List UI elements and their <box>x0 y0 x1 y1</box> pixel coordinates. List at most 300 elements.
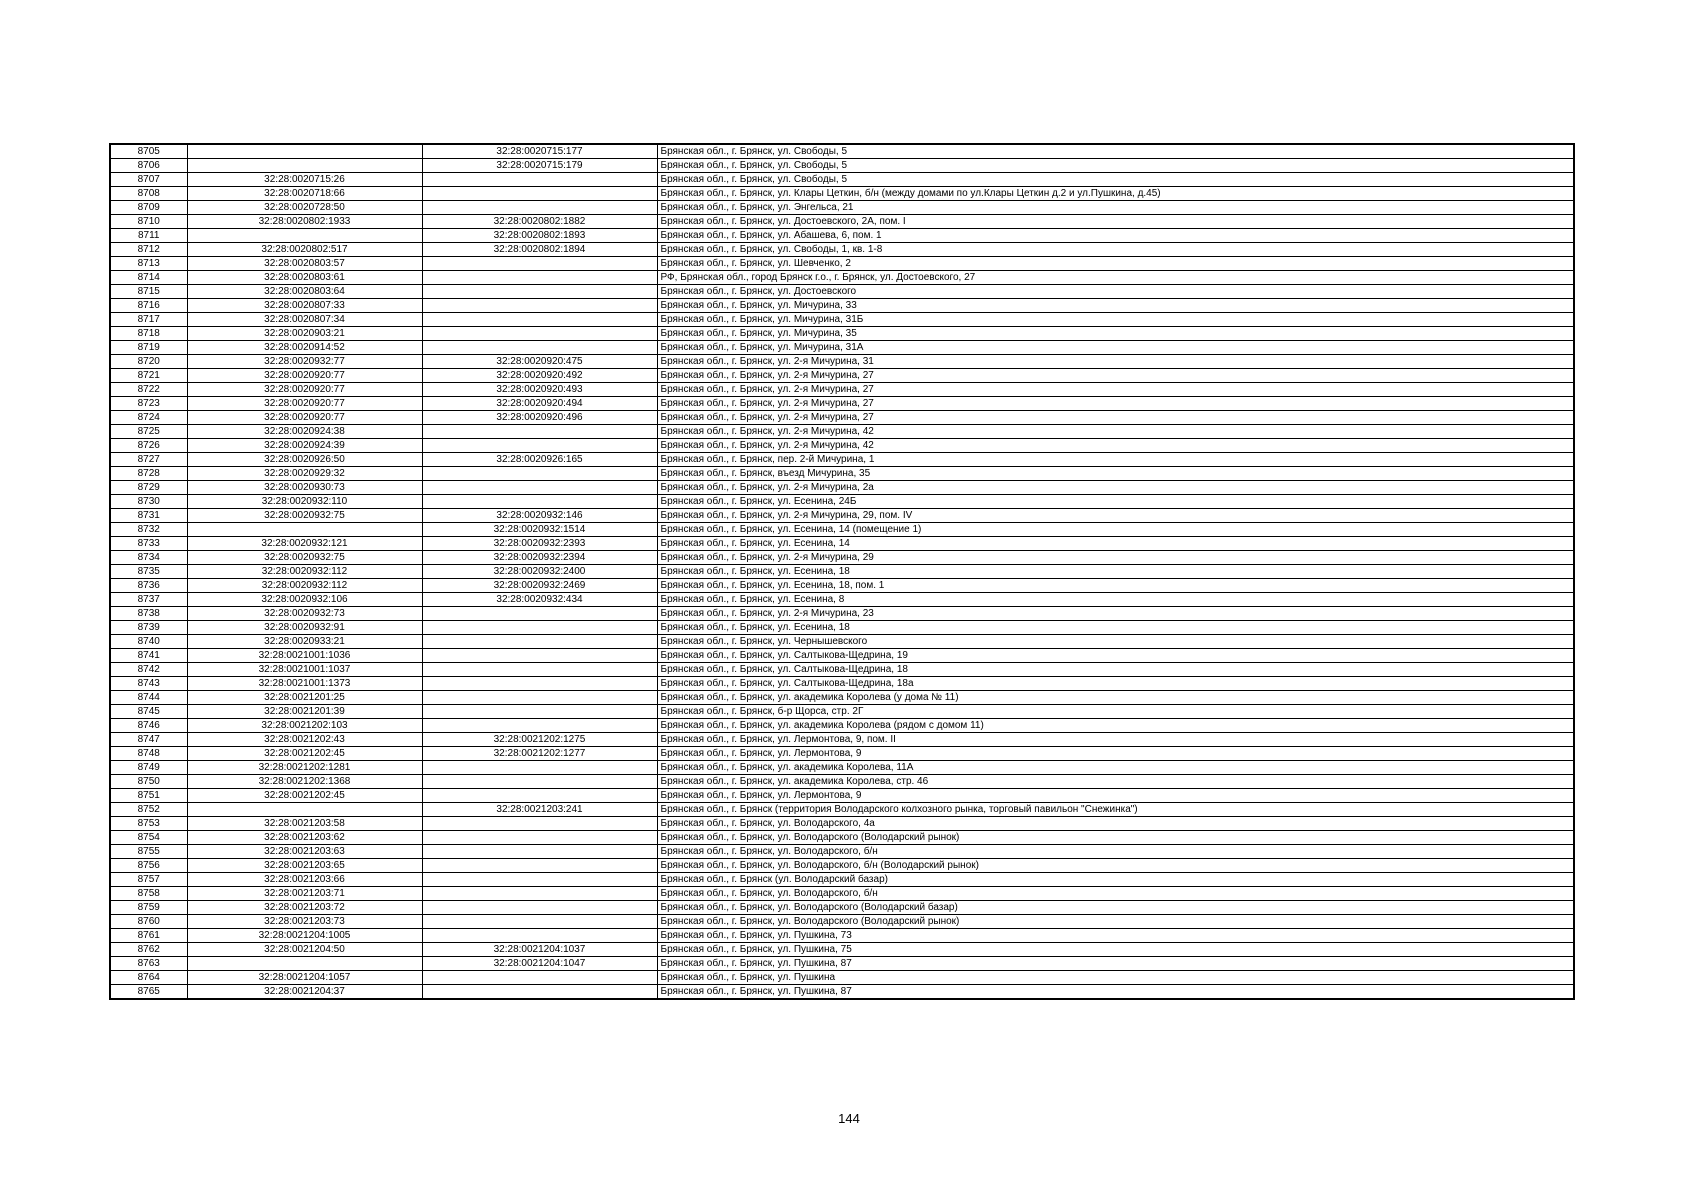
row-number-cell: 8744 <box>110 691 187 705</box>
cadastral-object-cell <box>422 495 657 509</box>
row-number-cell: 8726 <box>110 439 187 453</box>
table-row <box>110 313 1574 327</box>
address-cell: Брянская обл., г. Брянск, ул. Мичурина, 35 <box>657 327 1574 341</box>
row-number-cell: 8757 <box>110 873 187 887</box>
cadastral-land-cell: 32:28:0020728:50 <box>187 201 422 215</box>
address-cell: Брянская обл., г. Брянск, ул. Энгельса, 21 <box>657 201 1574 215</box>
row-number-cell: 8743 <box>110 677 187 691</box>
row-number-cell: 8714 <box>110 271 187 285</box>
row-number-cell: 8732 <box>110 523 187 537</box>
address-cell: Брянская обл., г. Брянск, ул. Лермонтова, 9, пом. II <box>657 733 1574 747</box>
address-cell: Брянская обл., г. Брянск, ул. 2-я Мичурина, 29 <box>657 551 1574 565</box>
cadastral-land-cell: 32:28:0020803:61 <box>187 271 422 285</box>
cadastral-land-cell: 32:28:0021001:1036 <box>187 649 422 663</box>
table-row <box>110 677 1574 691</box>
cadastral-object-cell: 32:28:0021204:1047 <box>422 957 657 971</box>
cadastral-land-cell: 32:28:0021001:1373 <box>187 677 422 691</box>
address-cell: Брянская обл., г. Брянск, ул. Есенина, 18 <box>657 565 1574 579</box>
row-number-cell: 8764 <box>110 971 187 985</box>
cadastral-land-cell: 32:28:0020932:75 <box>187 509 422 523</box>
address-cell: Брянская обл., г. Брянск, ул. академика Королева, 11А <box>657 761 1574 775</box>
row-number-cell: 8755 <box>110 845 187 859</box>
cadastral-land-cell <box>187 523 422 537</box>
address-cell: Брянская обл., г. Брянск, ул. 2-я Мичурина, 31 <box>657 355 1574 369</box>
table-row <box>110 761 1574 775</box>
cadastral-land-cell <box>187 957 422 971</box>
address-cell: Брянская обл., г. Брянск, ул. Лермонтова, 9 <box>657 747 1574 761</box>
cadastral-object-cell <box>422 313 657 327</box>
address-cell: Брянская обл., г. Брянск, ул. Салтыкова-Щедрина, 19 <box>657 649 1574 663</box>
row-number-cell: 8763 <box>110 957 187 971</box>
row-number-cell: 8756 <box>110 859 187 873</box>
cadastral-land-cell: 32:28:0020924:39 <box>187 439 422 453</box>
row-number-cell: 8751 <box>110 789 187 803</box>
address-cell: Брянская обл., г. Брянск, ул. Пушкина, 75 <box>657 943 1574 957</box>
cadastral-object-cell: 32:28:0020926:165 <box>422 453 657 467</box>
table-row <box>110 481 1574 495</box>
cadastral-object-cell <box>422 985 657 1000</box>
address-cell: Брянская обл., г. Брянск, ул. 2-я Мичурина, 27 <box>657 369 1574 383</box>
cadastral-land-cell: 32:28:0021001:1037 <box>187 663 422 677</box>
table-row <box>110 509 1574 523</box>
cadastral-object-cell <box>422 691 657 705</box>
row-number-cell: 8720 <box>110 355 187 369</box>
table-row <box>110 551 1574 565</box>
cadastral-land-cell: 32:28:0020715:26 <box>187 173 422 187</box>
address-cell: Брянская обл., г. Брянск, пер. 2-й Мичурина, 1 <box>657 453 1574 467</box>
cadastral-land-cell: 32:28:0021203:62 <box>187 831 422 845</box>
cadastral-land-cell: 32:28:0020932:73 <box>187 607 422 621</box>
table-row <box>110 397 1574 411</box>
address-cell: Брянская обл., г. Брянск, ул. Есенина, 14 <box>657 537 1574 551</box>
address-cell: Брянская обл., г. Брянск, въезд Мичурина, 35 <box>657 467 1574 481</box>
address-cell: РФ, Брянская обл., город Брянск г.о., г. Брянск, ул. Достоевского, 27 <box>657 271 1574 285</box>
cadastral-land-cell: 32:28:0020932:75 <box>187 551 422 565</box>
cadastral-object-cell: 32:28:0020802:1894 <box>422 243 657 257</box>
cadastral-object-cell <box>422 929 657 943</box>
address-cell: Брянская обл., г. Брянск, ул. Клары Цеткин, б/н (между домами по ул.Клары Цеткин д.2 и ул.Пушкина, д.45) <box>657 187 1574 201</box>
table-row <box>110 621 1574 635</box>
address-cell: Брянская обл., г. Брянск, ул. Володарского, 4а <box>657 817 1574 831</box>
cadastral-land-cell: 32:28:0021204:50 <box>187 943 422 957</box>
register-table <box>109 143 1575 1000</box>
address-cell: Брянская обл., г. Брянск, ул. Володарского (Володарский рынок) <box>657 915 1574 929</box>
row-number-cell: 8733 <box>110 537 187 551</box>
cadastral-object-cell <box>422 425 657 439</box>
table-row <box>110 929 1574 943</box>
cadastral-land-cell: 32:28:0021203:65 <box>187 859 422 873</box>
table-row <box>110 425 1574 439</box>
address-cell: Брянская обл., г. Брянск, ул. Свободы, 5 <box>657 173 1574 187</box>
cadastral-land-cell: 32:28:0020920:77 <box>187 397 422 411</box>
cadastral-object-cell <box>422 719 657 733</box>
table-row <box>110 607 1574 621</box>
cadastral-land-cell: 32:28:0020932:110 <box>187 495 422 509</box>
cadastral-land-cell: 32:28:0020803:57 <box>187 257 422 271</box>
cadastral-object-cell <box>422 187 657 201</box>
cadastral-object-cell <box>422 761 657 775</box>
address-cell: Брянская обл., г. Брянск, б-р Щорса, стр. 2Г <box>657 705 1574 719</box>
cadastral-land-cell: 32:28:0021202:103 <box>187 719 422 733</box>
address-cell: Брянская обл., г. Брянск, ул. Мичурина, 31А <box>657 341 1574 355</box>
row-number-cell: 8760 <box>110 915 187 929</box>
cadastral-land-cell: 32:28:0020903:21 <box>187 327 422 341</box>
cadastral-land-cell: 32:28:0020932:77 <box>187 355 422 369</box>
table-row <box>110 649 1574 663</box>
table-row <box>110 144 1574 159</box>
row-number-cell: 8747 <box>110 733 187 747</box>
table-row <box>110 971 1574 985</box>
cadastral-object-cell <box>422 341 657 355</box>
table-row <box>110 383 1574 397</box>
table-row <box>110 159 1574 173</box>
cadastral-object-cell: 32:28:0020920:496 <box>422 411 657 425</box>
cadastral-object-cell: 32:28:0020932:1514 <box>422 523 657 537</box>
cadastral-object-cell <box>422 677 657 691</box>
table-row <box>110 593 1574 607</box>
cadastral-land-cell: 32:28:0021204:37 <box>187 985 422 1000</box>
cadastral-object-cell <box>422 173 657 187</box>
address-cell: Брянская обл., г. Брянск, ул. Володарского, б/н (Володарский рынок) <box>657 859 1574 873</box>
address-cell: Брянская обл., г. Брянск, ул. Абашева, 6, пом. 1 <box>657 229 1574 243</box>
table-row <box>110 817 1574 831</box>
row-number-cell: 8719 <box>110 341 187 355</box>
row-number-cell: 8713 <box>110 257 187 271</box>
row-number-cell: 8754 <box>110 831 187 845</box>
table-row <box>110 733 1574 747</box>
cadastral-land-cell: 32:28:0020930:73 <box>187 481 422 495</box>
address-cell: Брянская обл., г. Брянск, ул. Чернышевского <box>657 635 1574 649</box>
row-number-cell: 8712 <box>110 243 187 257</box>
table-row <box>110 243 1574 257</box>
address-cell: Брянская обл., г. Брянск, ул. Пушкина, 87 <box>657 985 1574 1000</box>
row-number-cell: 8706 <box>110 159 187 173</box>
row-number-cell: 8750 <box>110 775 187 789</box>
table-row <box>110 285 1574 299</box>
cadastral-land-cell: 32:28:0020932:121 <box>187 537 422 551</box>
address-cell: Брянская обл., г. Брянск, ул. Достоевского <box>657 285 1574 299</box>
address-cell: Брянская обл., г. Брянск, ул. Лермонтова, 9 <box>657 789 1574 803</box>
row-number-cell: 8762 <box>110 943 187 957</box>
cadastral-object-cell: 32:28:0020932:2469 <box>422 579 657 593</box>
address-cell: Брянская обл., г. Брянск, ул. академика Королева, стр. 46 <box>657 775 1574 789</box>
row-number-cell: 8748 <box>110 747 187 761</box>
cadastral-object-cell <box>422 649 657 663</box>
cadastral-land-cell: 32:28:0021203:66 <box>187 873 422 887</box>
address-cell: Брянская обл., г. Брянск, ул. Достоевского, 2А, пом. I <box>657 215 1574 229</box>
cadastral-object-cell <box>422 887 657 901</box>
address-cell: Брянская обл., г. Брянск, ул. 2-я Мичурина, 27 <box>657 411 1574 425</box>
row-number-cell: 8710 <box>110 215 187 229</box>
address-cell: Брянская обл., г. Брянск, ул. Володарского, б/н <box>657 845 1574 859</box>
table-row <box>110 705 1574 719</box>
row-number-cell: 8715 <box>110 285 187 299</box>
table-row <box>110 299 1574 313</box>
cadastral-object-cell <box>422 201 657 215</box>
cadastral-object-cell <box>422 299 657 313</box>
cadastral-land-cell: 32:28:0021202:1281 <box>187 761 422 775</box>
cadastral-object-cell: 32:28:0020920:494 <box>422 397 657 411</box>
cadastral-object-cell <box>422 271 657 285</box>
cadastral-object-cell: 32:28:0020802:1882 <box>422 215 657 229</box>
table-row <box>110 439 1574 453</box>
row-number-cell: 8728 <box>110 467 187 481</box>
row-number-cell: 8759 <box>110 901 187 915</box>
cadastral-land-cell: 32:28:0020932:106 <box>187 593 422 607</box>
row-number-cell: 8738 <box>110 607 187 621</box>
cadastral-object-cell: 32:28:0020932:2393 <box>422 537 657 551</box>
address-cell: Брянская обл., г. Брянск, ул. Пушкина, 73 <box>657 929 1574 943</box>
table-row <box>110 523 1574 537</box>
row-number-cell: 8705 <box>110 144 187 159</box>
address-cell: Брянская обл., г. Брянск, ул. Мичурина, 33 <box>657 299 1574 313</box>
cadastral-object-cell <box>422 915 657 929</box>
row-number-cell: 8716 <box>110 299 187 313</box>
table-row <box>110 845 1574 859</box>
address-cell: Брянская обл., г. Брянск, ул. Есенина, 8 <box>657 593 1574 607</box>
row-number-cell: 8735 <box>110 565 187 579</box>
cadastral-land-cell: 32:28:0020920:77 <box>187 383 422 397</box>
address-cell: Брянская обл., г. Брянск (территория Володарского колхозного рынка, торговый павильон "Снежинка") <box>657 803 1574 817</box>
table-row <box>110 719 1574 733</box>
cadastral-object-cell: 32:28:0020715:177 <box>422 144 657 159</box>
cadastral-land-cell: 32:28:0020920:77 <box>187 369 422 383</box>
cadastral-object-cell: 32:28:0020932:434 <box>422 593 657 607</box>
cadastral-object-cell: 32:28:0021204:1037 <box>422 943 657 957</box>
cadastral-object-cell <box>422 817 657 831</box>
row-number-cell: 8761 <box>110 929 187 943</box>
table-row <box>110 369 1574 383</box>
cadastral-object-cell <box>422 859 657 873</box>
table-row <box>110 859 1574 873</box>
cadastral-object-cell <box>422 705 657 719</box>
cadastral-land-cell: 32:28:0020932:91 <box>187 621 422 635</box>
cadastral-object-cell: 32:28:0020932:146 <box>422 509 657 523</box>
address-cell: Брянская обл., г. Брянск, ул. Володарского (Володарский базар) <box>657 901 1574 915</box>
row-number-cell: 8711 <box>110 229 187 243</box>
address-cell: Брянская обл., г. Брянск, ул. 2-я Мичурина, 27 <box>657 383 1574 397</box>
row-number-cell: 8707 <box>110 173 187 187</box>
cadastral-land-cell: 32:28:0021204:1057 <box>187 971 422 985</box>
table-row <box>110 873 1574 887</box>
table-row <box>110 915 1574 929</box>
table-row <box>110 495 1574 509</box>
cadastral-land-cell: 32:28:0020929:32 <box>187 467 422 481</box>
cadastral-object-cell <box>422 873 657 887</box>
table-row <box>110 187 1574 201</box>
row-number-cell: 8765 <box>110 985 187 1000</box>
row-number-cell: 8721 <box>110 369 187 383</box>
cadastral-land-cell: 32:28:0021201:39 <box>187 705 422 719</box>
address-cell: Брянская обл., г. Брянск, ул. Есенина, 18 <box>657 621 1574 635</box>
cadastral-object-cell: 32:28:0021203:241 <box>422 803 657 817</box>
cadastral-land-cell: 32:28:0020932:112 <box>187 579 422 593</box>
row-number-cell: 8718 <box>110 327 187 341</box>
table-row <box>110 789 1574 803</box>
cadastral-object-cell: 32:28:0020802:1893 <box>422 229 657 243</box>
row-number-cell: 8734 <box>110 551 187 565</box>
address-cell: Брянская обл., г. Брянск, ул. Салтыкова-Щедрина, 18 <box>657 663 1574 677</box>
table-row <box>110 341 1574 355</box>
row-number-cell: 8708 <box>110 187 187 201</box>
table-row <box>110 565 1574 579</box>
cadastral-object-cell <box>422 439 657 453</box>
address-cell: Брянская обл., г. Брянск, ул. академика Королева (рядом с домом 11) <box>657 719 1574 733</box>
row-number-cell: 8722 <box>110 383 187 397</box>
table-row <box>110 215 1574 229</box>
table-row <box>110 943 1574 957</box>
cadastral-land-cell: 32:28:0020807:33 <box>187 299 422 313</box>
row-number-cell: 8723 <box>110 397 187 411</box>
cadastral-land-cell: 32:28:0020932:112 <box>187 565 422 579</box>
cadastral-land-cell: 32:28:0021202:45 <box>187 747 422 761</box>
row-number-cell: 8739 <box>110 621 187 635</box>
cadastral-object-cell <box>422 607 657 621</box>
cadastral-object-cell: 32:28:0020920:475 <box>422 355 657 369</box>
address-cell: Брянская обл., г. Брянск, ул. 2-я Мичурина, 27 <box>657 397 1574 411</box>
cadastral-land-cell: 32:28:0021203:71 <box>187 887 422 901</box>
register-table-body <box>110 144 1574 999</box>
page-number: 144 <box>838 1111 860 1126</box>
row-number-cell: 8758 <box>110 887 187 901</box>
address-cell: Брянская обл., г. Брянск, ул. Салтыкова-Щедрина, 18а <box>657 677 1574 691</box>
table-row <box>110 747 1574 761</box>
cadastral-land-cell: 32:28:0020802:517 <box>187 243 422 257</box>
table-row <box>110 803 1574 817</box>
cadastral-land-cell <box>187 229 422 243</box>
address-cell: Брянская обл., г. Брянск, ул. Свободы, 5 <box>657 144 1574 159</box>
table-row <box>110 579 1574 593</box>
cadastral-object-cell: 32:28:0020932:2400 <box>422 565 657 579</box>
cadastral-land-cell: 32:28:0020924:38 <box>187 425 422 439</box>
table-row <box>110 201 1574 215</box>
table-row <box>110 355 1574 369</box>
table-row <box>110 257 1574 271</box>
cadastral-land-cell: 32:28:0020803:64 <box>187 285 422 299</box>
cadastral-object-cell <box>422 845 657 859</box>
cadastral-land-cell: 32:28:0020718:66 <box>187 187 422 201</box>
table-row <box>110 663 1574 677</box>
cadastral-object-cell: 32:28:0020920:492 <box>422 369 657 383</box>
address-cell: Брянская обл., г. Брянск, ул. Есенина, 24Б <box>657 495 1574 509</box>
address-cell: Брянская обл., г. Брянск, ул. Мичурина, 31Б <box>657 313 1574 327</box>
cadastral-land-cell: 32:28:0021202:43 <box>187 733 422 747</box>
address-cell: Брянская обл., г. Брянск, ул. Пушкина, 87 <box>657 957 1574 971</box>
cadastral-land-cell: 32:28:0020914:52 <box>187 341 422 355</box>
cadastral-object-cell <box>422 663 657 677</box>
table-row <box>110 831 1574 845</box>
cadastral-object-cell <box>422 621 657 635</box>
table-row <box>110 467 1574 481</box>
table-row <box>110 691 1574 705</box>
cadastral-object-cell <box>422 831 657 845</box>
cadastral-object-cell <box>422 327 657 341</box>
cadastral-land-cell: 32:28:0021203:58 <box>187 817 422 831</box>
cadastral-object-cell <box>422 481 657 495</box>
row-number-cell: 8724 <box>110 411 187 425</box>
table-row <box>110 957 1574 971</box>
cadastral-land-cell <box>187 159 422 173</box>
row-number-cell: 8725 <box>110 425 187 439</box>
address-cell: Брянская обл., г. Брянск, ул. 2-я Мичурина, 23 <box>657 607 1574 621</box>
address-cell: Брянская обл., г. Брянск, ул. 2-я Мичурина, 42 <box>657 425 1574 439</box>
row-number-cell: 8740 <box>110 635 187 649</box>
table-row <box>110 173 1574 187</box>
cadastral-land-cell: 32:28:0021201:25 <box>187 691 422 705</box>
table-row <box>110 635 1574 649</box>
cadastral-object-cell: 32:28:0020932:2394 <box>422 551 657 565</box>
table-row <box>110 271 1574 285</box>
cadastral-land-cell: 32:28:0021202:45 <box>187 789 422 803</box>
row-number-cell: 8729 <box>110 481 187 495</box>
address-cell: Брянская обл., г. Брянск, ул. Свободы, 5 <box>657 159 1574 173</box>
cadastral-land-cell <box>187 803 422 817</box>
address-cell: Брянская обл., г. Брянск, ул. 2-я Мичурина, 42 <box>657 439 1574 453</box>
address-cell: Брянская обл., г. Брянск, ул. Володарского (Володарский рынок) <box>657 831 1574 845</box>
address-cell: Брянская обл., г. Брянск, ул. Есенина, 14 (помещение 1) <box>657 523 1574 537</box>
row-number-cell: 8717 <box>110 313 187 327</box>
row-number-cell: 8745 <box>110 705 187 719</box>
address-cell: Брянская обл., г. Брянск, ул. Шевченко, 2 <box>657 257 1574 271</box>
address-cell: Брянская обл., г. Брянск, ул. Есенина, 18, пом. 1 <box>657 579 1574 593</box>
row-number-cell: 8752 <box>110 803 187 817</box>
row-number-cell: 8746 <box>110 719 187 733</box>
cadastral-land-cell: 32:28:0021203:72 <box>187 901 422 915</box>
row-number-cell: 8736 <box>110 579 187 593</box>
row-number-cell: 8731 <box>110 509 187 523</box>
cadastral-land-cell: 32:28:0021202:1368 <box>187 775 422 789</box>
cadastral-object-cell <box>422 467 657 481</box>
row-number-cell: 8737 <box>110 593 187 607</box>
row-number-cell: 8742 <box>110 663 187 677</box>
cadastral-land-cell: 32:28:0021204:1005 <box>187 929 422 943</box>
cadastral-land-cell: 32:28:0020933:21 <box>187 635 422 649</box>
address-cell: Брянская обл., г. Брянск, ул. Володарского, б/н <box>657 887 1574 901</box>
row-number-cell: 8730 <box>110 495 187 509</box>
table-row <box>110 327 1574 341</box>
table-row <box>110 887 1574 901</box>
cadastral-object-cell: 32:28:0020920:493 <box>422 383 657 397</box>
cadastral-object-cell <box>422 635 657 649</box>
cadastral-object-cell <box>422 285 657 299</box>
address-cell: Брянская обл., г. Брянск, ул. академика Королева (у дома № 11) <box>657 691 1574 705</box>
table-row <box>110 537 1574 551</box>
row-number-cell: 8753 <box>110 817 187 831</box>
cadastral-land-cell: 32:28:0020920:77 <box>187 411 422 425</box>
cadastral-object-cell <box>422 775 657 789</box>
table-row <box>110 453 1574 467</box>
row-number-cell: 8727 <box>110 453 187 467</box>
cadastral-land-cell: 32:28:0020807:34 <box>187 313 422 327</box>
row-number-cell: 8749 <box>110 761 187 775</box>
table-row <box>110 229 1574 243</box>
cadastral-object-cell <box>422 901 657 915</box>
row-number-cell: 8709 <box>110 201 187 215</box>
cadastral-object-cell <box>422 257 657 271</box>
table-row <box>110 775 1574 789</box>
cadastral-object-cell <box>422 971 657 985</box>
table-row <box>110 985 1574 1000</box>
row-number-cell: 8741 <box>110 649 187 663</box>
cadastral-land-cell <box>187 144 422 159</box>
cadastral-object-cell: 32:28:0021202:1277 <box>422 747 657 761</box>
address-cell: Брянская обл., г. Брянск, ул. Свободы, 1, кв. 1-8 <box>657 243 1574 257</box>
cadastral-object-cell <box>422 789 657 803</box>
address-cell: Брянская обл., г. Брянск, ул. Пушкина <box>657 971 1574 985</box>
cadastral-land-cell: 32:28:0020926:50 <box>187 453 422 467</box>
cadastral-land-cell: 32:28:0020802:1933 <box>187 215 422 229</box>
address-cell: Брянская обл., г. Брянск, ул. 2-я Мичурина, 2а <box>657 481 1574 495</box>
